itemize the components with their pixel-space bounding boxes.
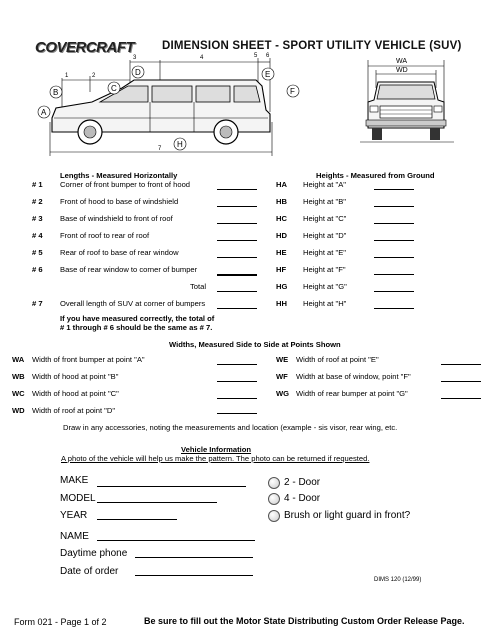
dim-5-label: 5 [254,53,258,59]
width-label: Width at base of window, point "F" [296,372,411,381]
width-label: Width of rear bumper at point "G" [296,389,408,398]
length-label: Corner of front bumper to front of hood [60,180,191,189]
length-num: # 6 [32,265,43,274]
height-f-field[interactable] [374,274,414,275]
year-field[interactable] [97,519,177,520]
height-d-field[interactable] [374,240,414,241]
dim-4-label: 4 [200,55,204,61]
width-e-field[interactable] [441,364,481,365]
brush-guard-radio[interactable] [268,510,280,522]
dim-1-label: 1 [65,73,69,79]
form-number: Form 021 - Page 1 of 2 [14,617,107,627]
length-num: # 5 [32,248,43,257]
length-num: # 1 [32,180,43,189]
width-label: Width of hood at point "B" [32,372,119,381]
height-label: Height at "C" [303,214,347,223]
year-label: YEAR [60,510,88,521]
length-label: Base of windshield to front of roof [60,214,173,223]
length-num: # 2 [32,197,43,206]
name-field[interactable] [97,540,255,541]
length-6-field[interactable] [217,274,257,276]
height-label: Height at "H" [303,299,347,308]
make-label: MAKE [60,475,89,486]
total-field[interactable] [217,291,257,292]
dim-2-label: 2 [92,73,96,79]
point-f-marker [284,82,302,100]
length-label: Overall length of SUV at corner of bumpers [60,299,206,308]
point-c-label: C [111,84,117,93]
height-code: HB [276,197,287,206]
model-label: MODEL [60,493,96,504]
vehicle-info-heading: Vehicle Information [181,445,252,454]
phone-label: Daytime phone [60,548,128,559]
footer-instruction: Be sure to fill out the Motor State Distributing Custom Order Release Page. [144,616,465,626]
length-num: # 3 [32,214,43,223]
width-code: WF [276,372,288,381]
lengths-heading: Lengths - Measured Horizontally [60,171,178,180]
height-code: HA [276,180,287,189]
note-line1: If you have measured correctly, the total of [60,314,215,323]
name-label: NAME [60,531,89,542]
height-h-field[interactable] [374,308,414,309]
length-label: Front of hood to base of windshield [60,197,179,206]
svg-text:F: F [290,87,295,96]
width-g-field[interactable] [441,398,481,399]
point-d-label: D [135,68,141,77]
front-wa-label: WA [396,58,408,65]
length-label: Base of rear window to corner of bumper [60,265,198,274]
length-2-field[interactable] [217,206,257,207]
dims-code: DIMS 120 (12/99) [374,577,422,583]
width-b-field[interactable] [217,381,257,382]
height-label: Height at "D" [303,231,347,240]
height-a-field[interactable] [374,189,414,190]
heights-heading: Heights - Measured from Ground [316,171,435,180]
length-num: # 7 [32,299,43,308]
length-7-field[interactable] [217,308,257,309]
width-d-field[interactable] [217,413,257,414]
make-field[interactable] [97,486,246,487]
note-line2: # 1 through # 6 should be the same as # 7. [60,323,213,332]
width-label: Width of front bumper at point "A" [32,355,145,364]
height-code: HF [276,265,287,274]
model-field[interactable] [97,502,217,503]
width-label: Width of hood at point "C" [32,389,119,398]
suv-side-diagram [30,52,280,172]
width-f-field[interactable] [441,381,481,382]
front-wd-label: WD [396,67,408,74]
phone-field[interactable] [135,557,253,558]
dim-3-label: 3 [133,55,137,61]
point-h-label: H [177,140,183,149]
height-code: HE [276,248,287,257]
four-door-radio[interactable] [268,493,280,505]
length-3-field[interactable] [217,223,257,224]
height-label: Height at "G" [303,282,347,291]
height-label: Height at "F" [303,265,346,274]
point-a-label: A [41,108,47,117]
height-b-field[interactable] [374,206,414,207]
height-c-field[interactable] [374,223,414,224]
dim-6-label: 6 [266,53,270,59]
length-4-field[interactable] [217,240,257,241]
two-door-radio[interactable] [268,477,280,489]
height-code: HG [276,282,288,291]
width-code: WD [12,406,25,415]
height-code: HH [276,299,287,308]
width-a-field[interactable] [217,364,257,365]
point-e-label: E [265,70,271,79]
height-label: Height at "B" [303,197,346,206]
width-code: WA [12,355,25,364]
widths-heading: Widths, Measured Side to Side at Points Shown [169,340,341,349]
two-door-label: 2 - Door [284,477,321,488]
length-label: Front of roof to rear of roof [60,231,150,240]
date-field[interactable] [135,575,253,576]
width-code: WC [12,389,25,398]
accessories-note: Draw in any accessories, noting the measurements and location (example - sis visor, rear wing, etc. [63,423,398,432]
height-g-field[interactable] [374,291,414,292]
length-5-field[interactable] [217,257,257,258]
height-code: HC [276,214,287,223]
height-code: HD [276,231,287,240]
width-code: WE [276,355,289,364]
width-label: Width of roof at point "D" [32,406,116,415]
vehicle-info-note: A photo of the vehicle will help us make the pattern. The photo can be returned if requested. [61,454,370,463]
width-code: WG [276,389,290,398]
height-label: Height at "E" [303,248,346,257]
height-label: Height at "A" [303,180,346,189]
total-label: Total [190,282,207,291]
four-door-label: 4 - Door [284,493,321,504]
length-1-field[interactable] [217,189,257,190]
height-e-field[interactable] [374,257,414,258]
covercraft-logo: COVERCRAFT [35,39,135,56]
point-b-label: B [53,88,59,97]
width-code: WB [12,372,25,381]
page-title: DIMENSION SHEET - SPORT UTILITY VEHICLE (SUV) [162,40,462,52]
length-num: # 4 [32,231,43,240]
dim-7-label: 7 [158,146,162,152]
suv-front-diagram [358,54,458,164]
brush-guard-label: Brush or light guard in front? [284,510,411,521]
length-label: Rear of roof to base of rear window [60,248,179,257]
width-c-field[interactable] [217,398,257,399]
date-label: Date of order [60,566,119,577]
width-label: Width of roof at point "E" [296,355,379,364]
